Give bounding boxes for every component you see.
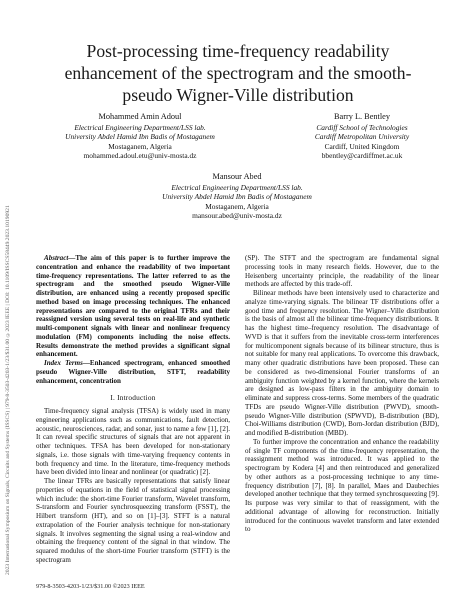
paper-title: Post-processing time-frequency readability enhancement of the spectrogram and the smooth-pseudo Wigner-Ville distribution <box>64 41 412 105</box>
index-terms-lead: Index Terms <box>44 359 83 367</box>
author-email[interactable]: mansour.abed@univ-mosta.dz <box>192 211 282 221</box>
author-affiliation: Cardiff School of Technologies <box>316 122 408 132</box>
abstract-text: —The aim of this paper is to further improve the concentration and enhance the readability of two important time-frequency representations. The latter referred to as the spectrogram and the smoothed pseudo Wigner-Ville distribution, are enhanced using a recently proposed specific method based on image processing techniques. The enhanced representations are compared to the original TFRs and their reassigned version using several tests on real-life and synthetic multi-component signals with linear and nonlinear frequency modulation (FM) components including the noise effects. Results demonstrate the method provides a significant signal enhancement. <box>36 254 230 359</box>
right-paragraph-3: To further improve the concentration and enhance the readability of single TF components of the time-frequency representation, the reassignment method was introduced. It was applied to the spectrogram by Kodera [4] and then reintroduced and generalized by other authors as a post-processing technique to any time-frequency distribution [7], [8]. In parallel, Maes and Daubechies developed another technique that they termed synchrosqueezing [9]. Its purpose was very similar to that of reassignment, with the additional advantage of allowing for reconstruction. Initially introduced for the continuous wavelet transform and later extended to <box>245 437 439 534</box>
author-bentley <box>292 112 432 160</box>
doi-side-note: 2023 International Symposium on Signals, Circuits and Systems (ISSCS) | 979-8-3503-4203-1/23/$31.00 ©2023 IEEE | DOI: 10.1109/ISSCS58449.2023.10190921 <box>5 205 11 575</box>
author-abed <box>127 172 347 220</box>
author-name: Mohammed Amin Adoul <box>98 112 182 121</box>
author-university: Cardiff Metropolitan University <box>314 132 410 142</box>
author-location: Mostaganem, Algeria <box>108 141 172 151</box>
abstract <box>36 254 230 359</box>
author-adoul <box>30 112 250 160</box>
author-email[interactable]: mohammed.adoul.etu@univ-mosta.dz <box>83 151 197 161</box>
author-email[interactable]: bbentley@cardiffmet.ac.uk <box>321 151 403 161</box>
author-location: Mostaganem, Algeria <box>205 201 269 211</box>
right-paragraph-1: (SP). The STFT and the spectrogram are fundamental signal processing tools in many research fields. However, due to the Heisenberg uncertainty principle, the readability of the linear methods are affected by this trade-off. <box>245 254 439 289</box>
author-name: Mansour Abed <box>212 172 262 181</box>
author-affiliation: Electrical Engineering Department/LSS lab. <box>171 182 303 192</box>
author-name: Barry L. Bentley <box>334 112 390 121</box>
author-university: University Abdel Hamid Ibn Badis of Mostaganem <box>65 132 215 142</box>
author-location: Cardiff, United Kingdom <box>324 141 400 151</box>
author-affiliation: Electrical Engineering Department/LSS lab. <box>74 122 206 132</box>
index-terms <box>36 359 230 385</box>
right-paragraph-2: Bilinear methods have been intensively used to characterize and analyze time-varying signals. The bilinear TF distributions offer a good time and frequency resolution. The Wigner–Ville distribution is the basis of almost all the bilinear time-frequency distributions. It has the highest time–frequency resolution. The disadvantage of WVD is that it suffers from the inevitable cross-term interferences for multicomponent signals because of its bilinear structure, thus is not suitable for many real applications. To overcome this drawback, many other quadratic distributions have been proposed. These can be considered as two-dimensional Fourier transforms of an ambiguity function weighted by a kernel function, where the kernels are designed as low-pass filters in the ambiguity domain to eliminate and suppress cross-terms. Some members of the quadratic TFDs are pseudo Wigner-Ville distribution (PWVD), smooth-pseudo Wigner-Ville distribution (SPWVD), B-distribution (BD), Choi-Williams distribution (CWD), Born-Jordan distribution (BJD), and modified B-distribution (MBD). <box>245 289 439 437</box>
author-university: University Abdel Hamid Ibn Badis of Mostaganem <box>162 192 312 202</box>
abstract-lead: Abstract <box>44 254 69 262</box>
intro-paragraph-2: The linear TFRs are basically representations that satisfy linear properties of equations in the field of statistical signal processing which include: the short-time Fourier transform, Wavelet transform, S-transform and Fourier synchrosqueezing transform (FSST), the Hilbert transform (HT), and so on [1]–[3]. STFT is a natural extrapolation of the Fourier analysis technique for non-stationary signals. It involves segmenting the signal using a real-window and obtaining the frequency content of the signal in that window. The squared modulus of the short-time Fourier transform (STFT) is the spectrogram <box>36 477 230 564</box>
left-column <box>36 254 230 565</box>
right-column <box>245 254 439 534</box>
copyright-footer: 979-8-3503-4203-1/23/$31.00 ©2023 IEEE <box>36 583 145 590</box>
intro-paragraph-1: Time-frequency signal analysis (TFSA) is widely used in many engineering applications such as communications, fault detection, acoustic, neurosciences, radar, and sonar, just to name a few [1], [2]. It can reveal specific structures of signals that are not apparent in other techniques. TFSA has been developed for non-stationary signals, i.e. those signals with time-varying frequency contents in both frequency and time. In the literature, time-frequency methods have been divided into linear and nonlinear (or quadratic) [2]. <box>36 407 230 477</box>
section-heading-introduction: I. Introduction <box>110 393 156 403</box>
index-terms-text: —Enhanced spectrogram, enhanced smoothed pseudo Wigner-Ville distribution, STFT, readability enhancement, concentration <box>36 359 230 385</box>
